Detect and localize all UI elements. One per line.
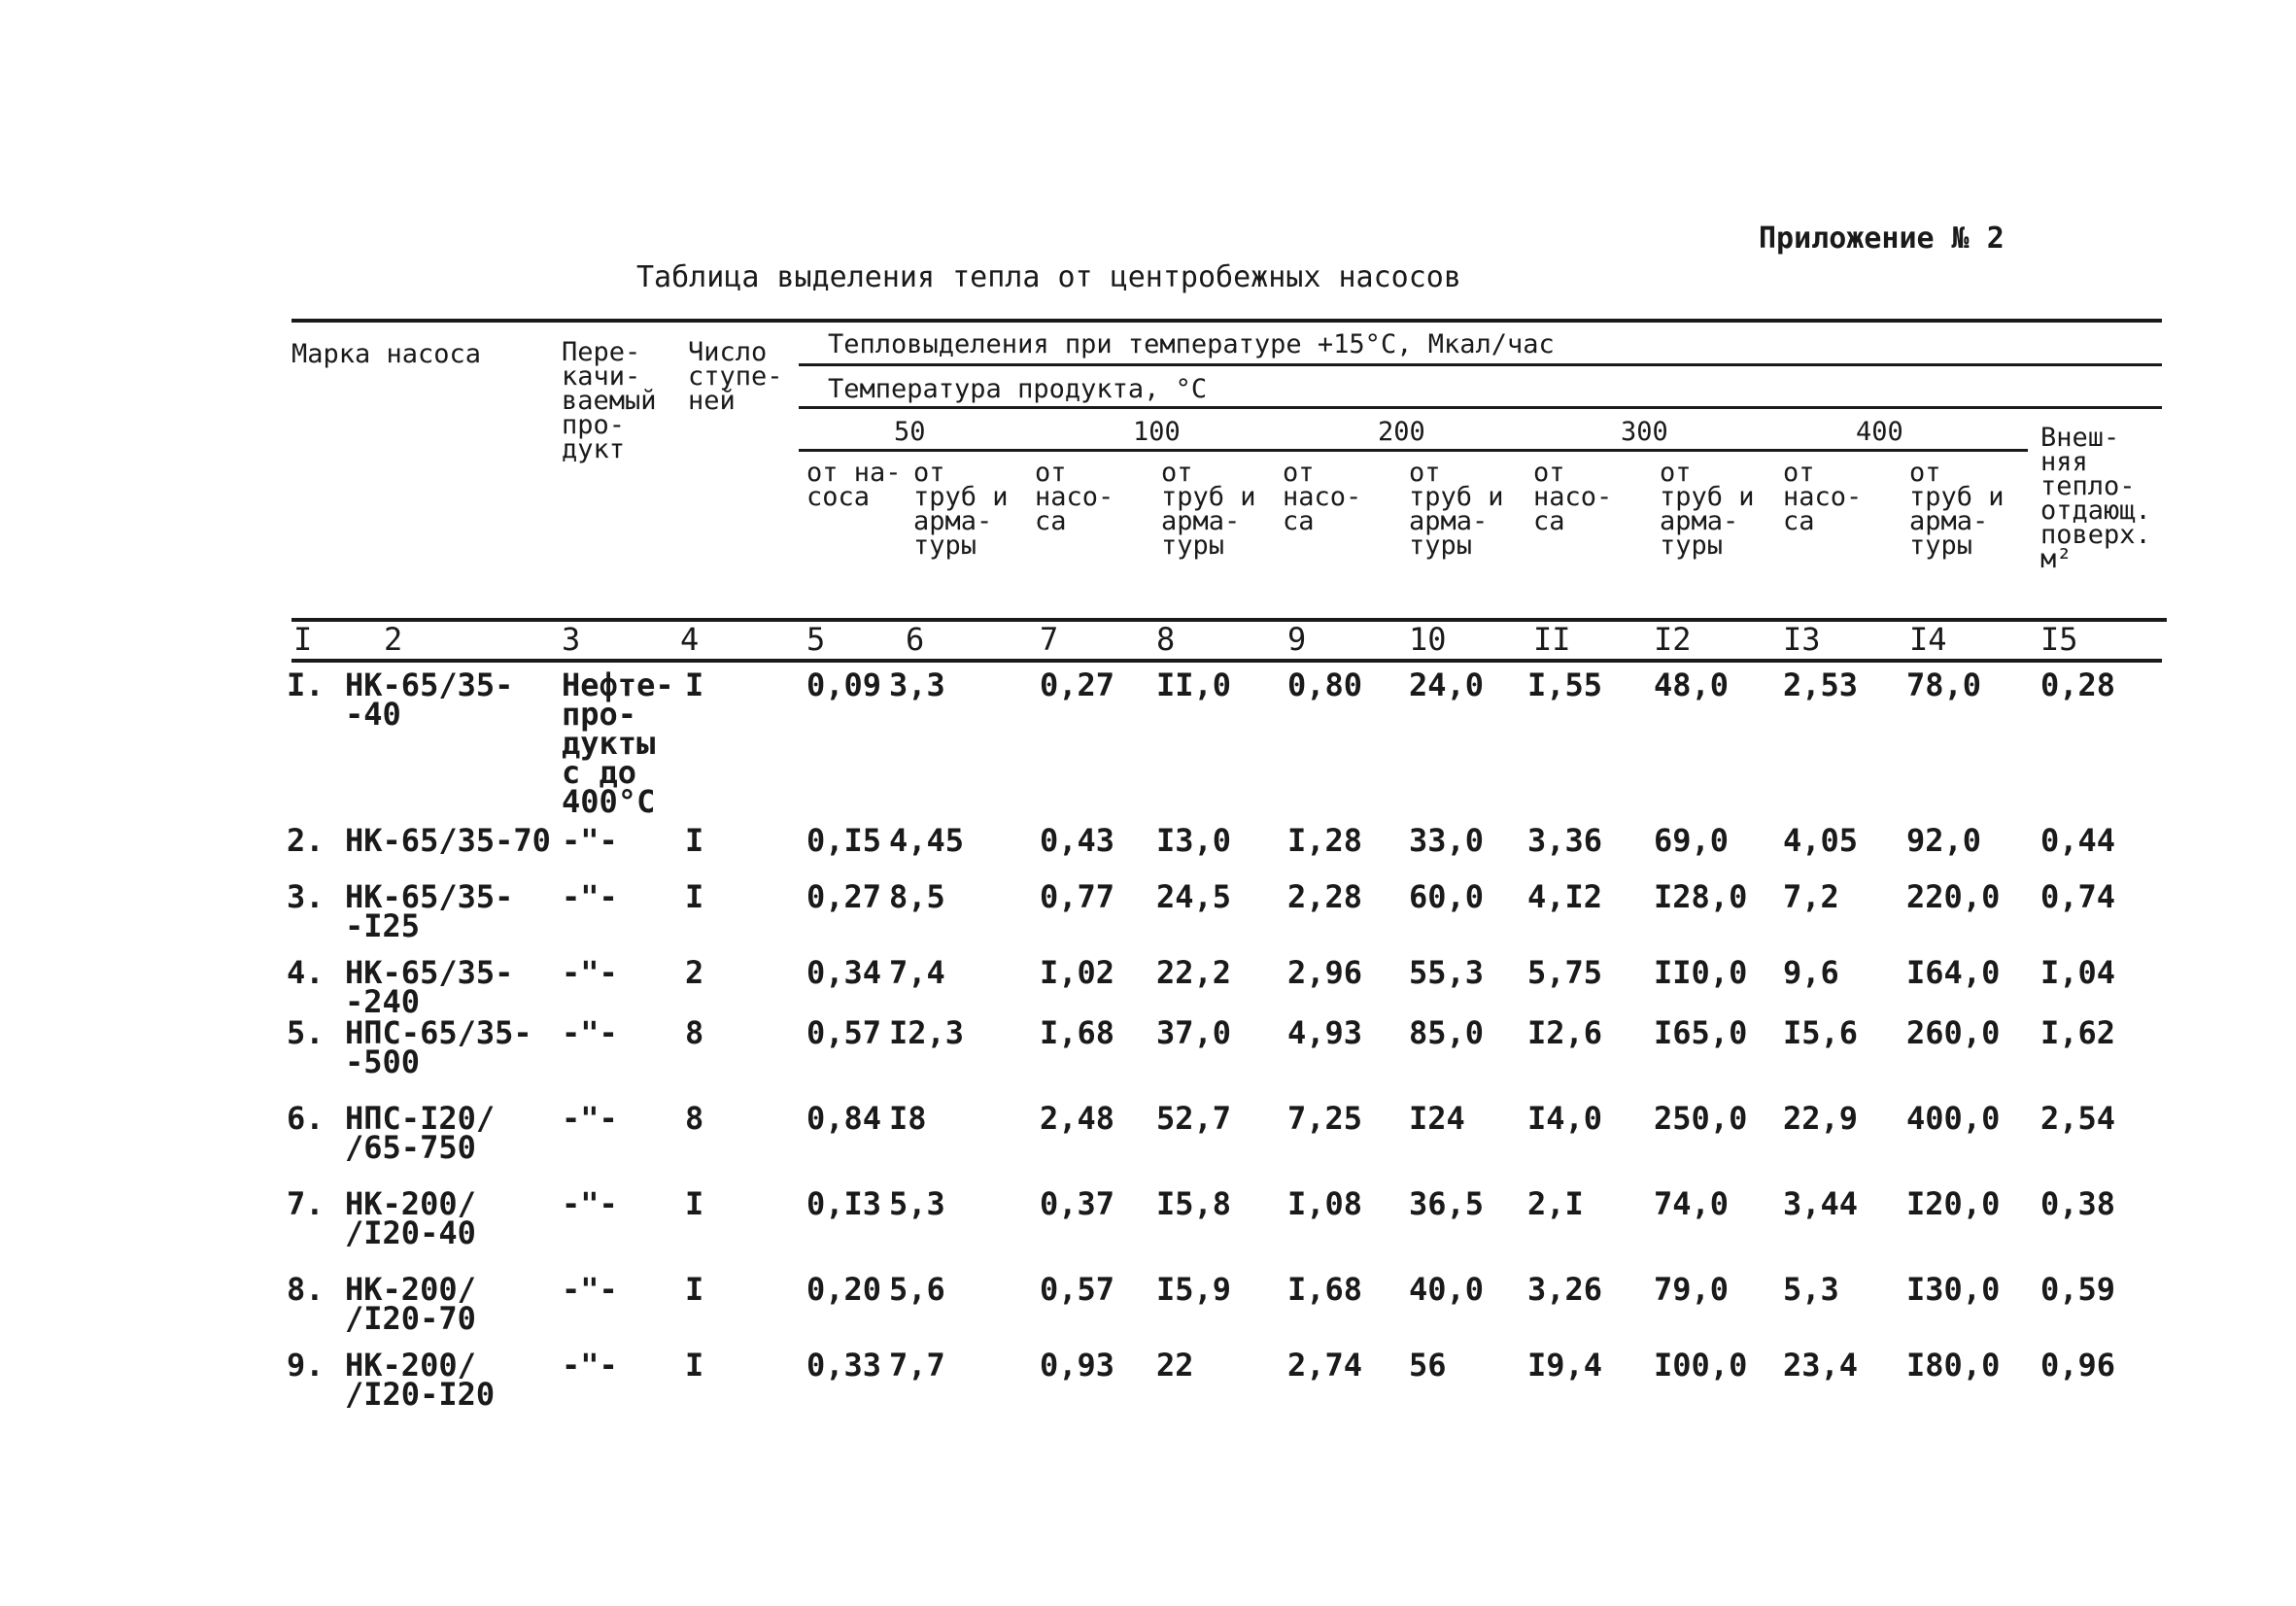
heat-value: 0,27 (1040, 666, 1115, 703)
heat-value: 22,9 (1783, 1100, 1859, 1137)
header-from-pump-200: от насо- са (1283, 458, 1362, 536)
header-temp-300: 300 (1621, 417, 1668, 447)
pumped-product: -"- (562, 954, 618, 991)
heat-value: I3,0 (1156, 822, 1232, 859)
heat-value: 260,0 (1906, 1014, 2001, 1051)
stages-count: 8 (685, 1014, 704, 1051)
pumped-product: -"- (562, 878, 618, 915)
pump-brand: НК-200/ /I20-70 (345, 1271, 476, 1337)
row-number: 4. (287, 954, 325, 991)
heat-value: I,62 (2040, 1014, 2116, 1051)
product-temp-rule (799, 406, 2162, 409)
pumped-product: -"- (562, 1185, 618, 1222)
heat-value: I2,3 (889, 1014, 965, 1051)
header-pump-brand: Марка насоса (291, 339, 482, 369)
heat-value: I5,8 (1156, 1185, 1232, 1222)
header-temp-200: 200 (1378, 417, 1425, 447)
row-number: 2. (287, 822, 325, 859)
heat-value: 0,80 (1287, 666, 1363, 703)
table-top-rule (291, 319, 2162, 323)
header-from-pipes-100: от труб и арма- туры (1161, 458, 1256, 561)
heat-value: I80,0 (1906, 1347, 2001, 1384)
pump-brand: НК-65/35-70 (345, 822, 551, 859)
heat-value: I24 (1409, 1100, 1465, 1137)
heat-value: 0,96 (2040, 1347, 2116, 1384)
row-number: 3. (287, 878, 325, 915)
pumped-product: -"- (562, 1347, 618, 1384)
heat-value: I5,9 (1156, 1271, 1232, 1308)
heat-value: I,04 (2040, 954, 2116, 991)
heat-value: 5,3 (1783, 1271, 1839, 1308)
heat-value: 220,0 (1906, 878, 2001, 915)
column-number: 3 (562, 621, 581, 658)
heat-value: I00,0 (1654, 1347, 1748, 1384)
heat-value: 24,5 (1156, 878, 1232, 915)
heat-value: 0,59 (2040, 1271, 2116, 1308)
heat-value: 5,6 (889, 1271, 945, 1308)
heat-value: 0,57 (1040, 1271, 1115, 1308)
stages-count: 2 (685, 954, 704, 991)
heat-value: 2,74 (1287, 1347, 1363, 1384)
heat-value: I8 (889, 1100, 927, 1137)
pump-brand: НПС-65/35- -500 (345, 1014, 532, 1080)
header-temp-400: 400 (1856, 417, 1903, 447)
appendix-label: Приложение № 2 (1759, 222, 2005, 256)
heat-value: 0,44 (2040, 822, 2116, 859)
heat-value: I,55 (1527, 666, 1603, 703)
heat-value: 5,75 (1527, 954, 1603, 991)
heat-value: 79,0 (1654, 1271, 1730, 1308)
header-product: Пере- качи- ваемый про- дукт (562, 337, 657, 464)
heat-value: 2,48 (1040, 1100, 1115, 1137)
stages-count: I (685, 878, 704, 915)
row-number: 5. (287, 1014, 325, 1051)
row-number: 7. (287, 1185, 325, 1222)
heat-value: 9,6 (1783, 954, 1839, 991)
column-number: I5 (2040, 621, 2078, 658)
heat-release-rule (799, 363, 2162, 366)
stages-count: 8 (685, 1100, 704, 1137)
heat-value: I,28 (1287, 822, 1363, 859)
pumped-product: -"- (562, 1014, 618, 1051)
heat-value: 400,0 (1906, 1100, 2001, 1137)
heat-value: II0,0 (1654, 954, 1748, 991)
temps-rule (799, 449, 2028, 452)
heat-value: 33,0 (1409, 822, 1485, 859)
heat-value: I,68 (1040, 1014, 1115, 1051)
heat-value: 0,20 (806, 1271, 882, 1308)
row-number: 6. (287, 1100, 325, 1137)
heat-value: I9,4 (1527, 1347, 1603, 1384)
heat-value: 22 (1156, 1347, 1194, 1384)
column-number: I3 (1783, 621, 1821, 658)
stages-count: I (685, 822, 704, 859)
stages-count: I (685, 1347, 704, 1384)
heat-value: 0,34 (806, 954, 882, 991)
heat-value: I28,0 (1654, 878, 1748, 915)
header-from-pipes-200: от труб и арма- туры (1409, 458, 1504, 561)
heat-value: II,0 (1156, 666, 1232, 703)
pumped-product: Нефте- про- дукты с до 400°С (562, 666, 674, 820)
column-number: II (1533, 621, 1571, 658)
row-number: 8. (287, 1271, 325, 1308)
heat-value: 4,I2 (1527, 878, 1603, 915)
header-stages: Число ступе- ней (688, 337, 783, 416)
heat-value: 4,45 (889, 822, 965, 859)
heat-value: 0,28 (2040, 666, 2116, 703)
heat-value: I,68 (1287, 1271, 1363, 1308)
heat-value: 0,I5 (806, 822, 882, 859)
heat-value: 56 (1409, 1347, 1447, 1384)
header-from-pipes-50: от труб и арма- туры (913, 458, 1009, 561)
heat-value: 4,05 (1783, 822, 1859, 859)
heat-value: 60,0 (1409, 878, 1485, 915)
heat-value: 23,4 (1783, 1347, 1859, 1384)
heat-value: 7,7 (889, 1347, 945, 1384)
header-surface: Внеш- няя тепло- отдающ. поверх. м² (2040, 423, 2151, 574)
pump-brand: НК-65/35- -40 (345, 666, 514, 733)
heat-value: 37,0 (1156, 1014, 1232, 1051)
heat-value: 0,37 (1040, 1185, 1115, 1222)
heat-value: 74,0 (1654, 1185, 1730, 1222)
column-number: 4 (680, 621, 700, 658)
pump-brand: НПС-I20/ /65-750 (345, 1100, 496, 1166)
header-from-pump-100: от насо- са (1035, 458, 1114, 536)
heat-value: I30,0 (1906, 1271, 2001, 1308)
heat-value: 48,0 (1654, 666, 1730, 703)
heat-value: I,08 (1287, 1185, 1363, 1222)
column-number: 2 (384, 621, 403, 658)
header-from-pipes-400: от труб и арма- туры (1909, 458, 2005, 561)
heat-value: 7,2 (1783, 878, 1839, 915)
header-from-pump-300: от насо- са (1533, 458, 1613, 536)
heat-value: 2,96 (1287, 954, 1363, 991)
heat-value: I,02 (1040, 954, 1115, 991)
heat-value: 78,0 (1906, 666, 1982, 703)
heat-value: 0,74 (2040, 878, 2116, 915)
heat-value: 2,53 (1783, 666, 1859, 703)
heat-value: 40,0 (1409, 1271, 1485, 1308)
pump-brand: НК-65/35- -240 (345, 954, 514, 1020)
heat-value: 0,27 (806, 878, 882, 915)
heat-value: 7,4 (889, 954, 945, 991)
heat-value: 8,5 (889, 878, 945, 915)
heat-value: I64,0 (1906, 954, 2001, 991)
header-heat-release: Тепловыделения при температуре +15°С, Мкал/час (828, 329, 1555, 359)
stages-count: I (685, 666, 704, 703)
heat-value: 0,38 (2040, 1185, 2116, 1222)
header-temp-50: 50 (894, 417, 926, 447)
heat-value: 0,33 (806, 1347, 882, 1384)
column-number: I2 (1654, 621, 1692, 658)
column-number: 6 (906, 621, 925, 658)
stages-count: I (685, 1271, 704, 1308)
column-number: 5 (806, 621, 826, 658)
heat-value: 3,36 (1527, 822, 1603, 859)
heat-value: 69,0 (1654, 822, 1730, 859)
column-number: I (293, 621, 313, 658)
heat-value: I4,0 (1527, 1100, 1603, 1137)
heat-value: 0,77 (1040, 878, 1115, 915)
row-number: 9. (287, 1347, 325, 1384)
heat-value: 85,0 (1409, 1014, 1485, 1051)
pumped-product: -"- (562, 1100, 618, 1137)
column-number: 9 (1287, 621, 1307, 658)
heat-value: 7,25 (1287, 1100, 1363, 1137)
header-from-pump-50: от на- соса (806, 458, 902, 512)
heat-value: I5,6 (1783, 1014, 1859, 1051)
column-number: 7 (1040, 621, 1059, 658)
heat-value: 0,43 (1040, 822, 1115, 859)
column-numbers-rule (291, 659, 2162, 663)
heat-value: 0,84 (806, 1100, 882, 1137)
pump-brand: НК-200/ /I20-I20 (345, 1347, 496, 1413)
column-number: I4 (1909, 621, 1947, 658)
header-product-temp: Температура продукта, °С (828, 374, 1208, 404)
heat-value: 3,26 (1527, 1271, 1603, 1308)
heat-value: 0,93 (1040, 1347, 1115, 1384)
heat-value: I20,0 (1906, 1185, 2001, 1222)
heat-value: 52,7 (1156, 1100, 1232, 1137)
heat-value: 22,2 (1156, 954, 1232, 991)
pumped-product: -"- (562, 1271, 618, 1308)
header-temp-100: 100 (1133, 417, 1181, 447)
heat-value: I65,0 (1654, 1014, 1748, 1051)
pump-brand: НК-65/35- -I25 (345, 878, 514, 944)
pumped-product: -"- (562, 822, 618, 859)
page-title: Таблица выделения тепла от центробежных насосов (636, 260, 1461, 294)
pump-brand: НК-200/ /I20-40 (345, 1185, 476, 1251)
heat-value: 5,3 (889, 1185, 945, 1222)
header-from-pump-400: от насо- са (1783, 458, 1863, 536)
heat-value: 4,93 (1287, 1014, 1363, 1051)
stages-count: I (685, 1185, 704, 1222)
heat-value: I2,6 (1527, 1014, 1603, 1051)
heat-value: 0,09 (806, 666, 882, 703)
heat-value: 36,5 (1409, 1185, 1485, 1222)
heat-value: 24,0 (1409, 666, 1485, 703)
heat-value: 250,0 (1654, 1100, 1748, 1137)
heat-value: 0,57 (806, 1014, 882, 1051)
heat-value: 3,44 (1783, 1185, 1859, 1222)
header-from-pipes-300: от труб и арма- туры (1660, 458, 1755, 561)
column-number: 8 (1156, 621, 1176, 658)
heat-value: 92,0 (1906, 822, 1982, 859)
row-number: I. (287, 666, 325, 703)
heat-value: 55,3 (1409, 954, 1485, 991)
heat-value: 2,I (1527, 1185, 1584, 1222)
heat-value: 0,I3 (806, 1185, 882, 1222)
heat-value: 2,54 (2040, 1100, 2116, 1137)
column-number: 10 (1409, 621, 1447, 658)
heat-value: 2,28 (1287, 878, 1363, 915)
heat-value: 3,3 (889, 666, 945, 703)
